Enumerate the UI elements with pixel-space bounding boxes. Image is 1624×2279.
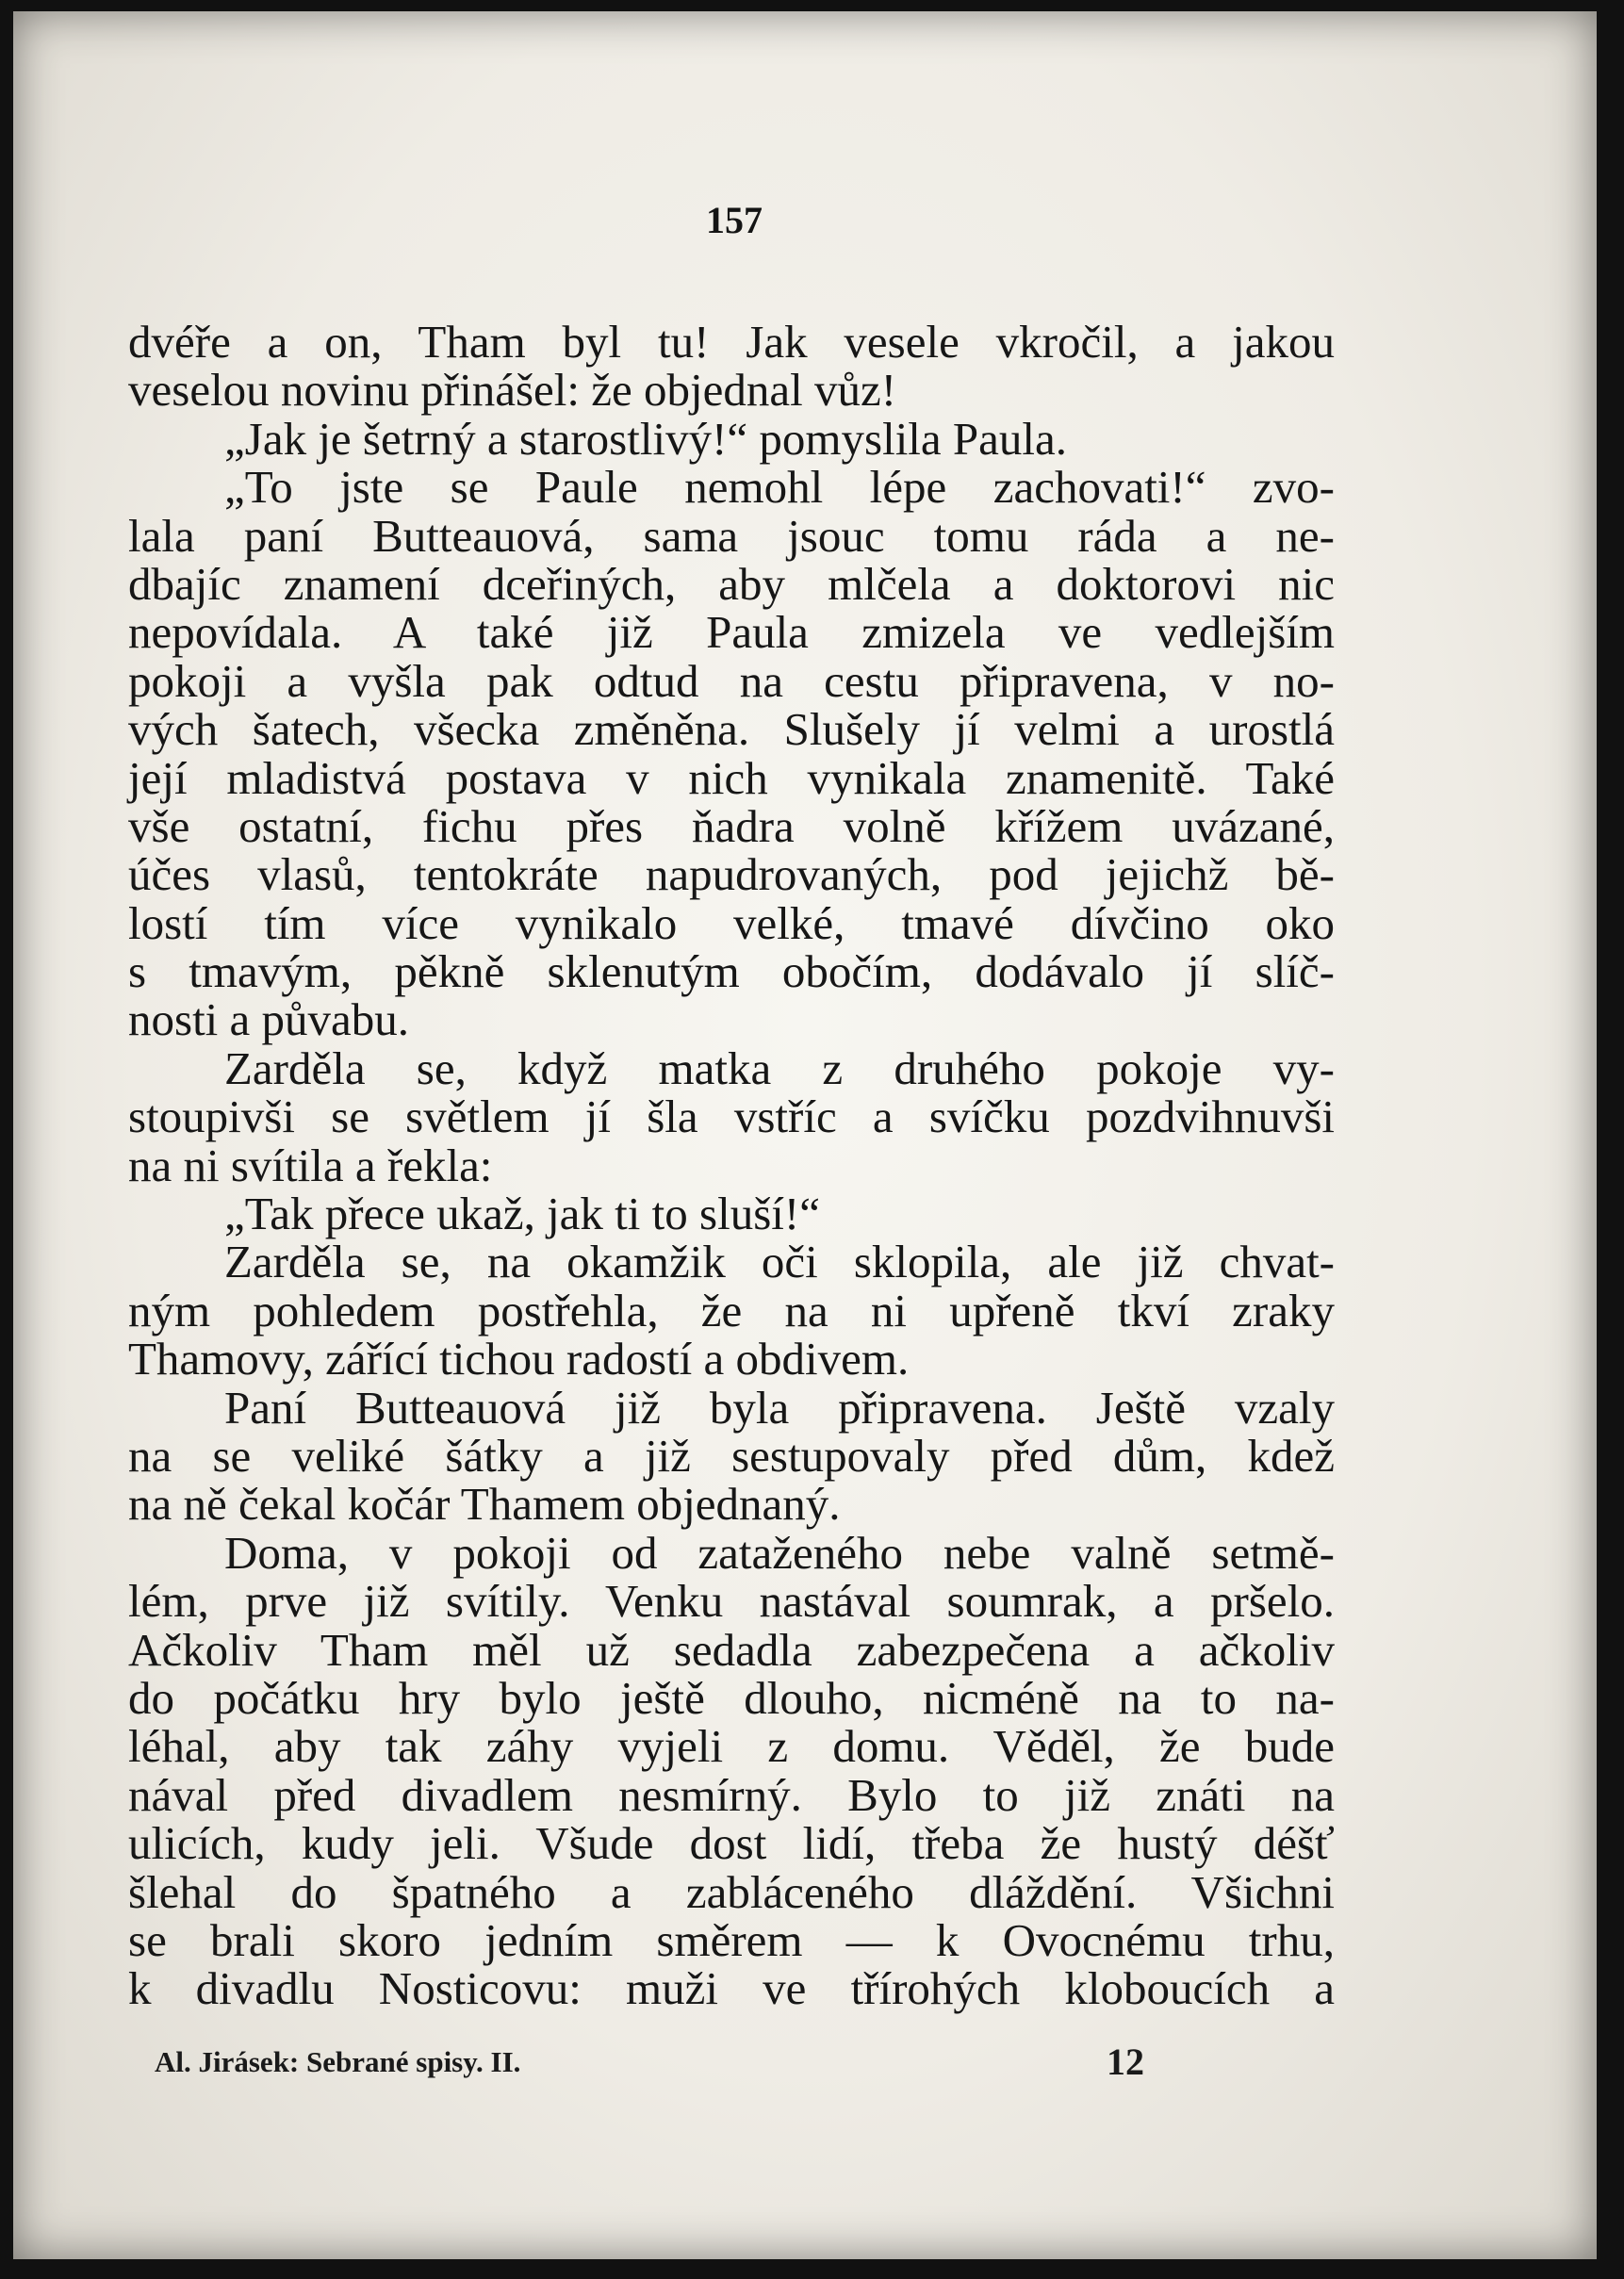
body-text: [128, 318, 1335, 2013]
text-line: do počátku hry bylo ještě dlouho, nicméně na to na-: [128, 1671, 1335, 1724]
text-line: lostí tím více vynikalo velké, tmavé dívčino oko: [128, 896, 1335, 949]
text-line: Doma, v pokoji od zataženého nebe valně setmě-: [224, 1526, 1335, 1579]
text-line: „Tak přece ukaž, jak ti to sluší!“: [224, 1188, 820, 1240]
text-line: veselou novinu přinášel: že objednal vůz!: [128, 364, 897, 417]
book-signature: Al. Jirásek: Sebrané spisy. II.: [155, 2045, 521, 2078]
text-line: nosti a půvabu.: [128, 993, 410, 1046]
text-line: na ni svítila a řekla:: [128, 1139, 493, 1191]
text-line: pokoji a vyšla pak odtud na cestu připravena, v no-: [128, 654, 1335, 707]
text-line: „Jak je šetrný a starostlivý!“ pomyslila Paula.: [224, 412, 1068, 465]
text-line: Ačkoliv Tham měl už sedadla zabezpečena a ačkoliv: [128, 1623, 1335, 1676]
text-line: nával před divadlem nesmírný. Bylo to již znáti na: [128, 1768, 1335, 1821]
text-line: „To jste se Paule nemohl lépe zachovati!“ zvo-: [224, 461, 1335, 514]
text-line: stoupivši se světlem jí šla vstříc a svíčku pozdvihnuvši: [128, 1090, 1335, 1143]
text-line: Zarděla se, na okamžik oči sklopila, ale již chvat-: [224, 1236, 1335, 1288]
text-line: s tmavým, pěkně sklenutým obočím, dodávalo jí slíč-: [128, 945, 1335, 998]
text-line: vých šatech, všecka změněna. Slušely jí velmi a urostlá: [128, 703, 1335, 756]
text-line: lém, prve již svítily. Venku nastával soumrak, a pršelo.: [128, 1575, 1335, 1628]
text-line: na se veliké šátky a již sestupovaly před dům, kdež: [128, 1429, 1335, 1482]
text-line: dvéře a on, Tham byl tu! Jak vesele vkročil, a jakou: [128, 316, 1335, 368]
page-number: 157: [706, 199, 763, 241]
book-page: [13, 11, 1597, 2259]
text-line: vše ostatní, fichu přes ňadra volně křížem uvázané,: [128, 799, 1335, 852]
text-line: šlehal do špatného a zabláceného dláždění. Všichni: [128, 1865, 1335, 1918]
text-line: Zarděla se, když matka z druhého pokoje vy-: [224, 1041, 1335, 1094]
text-line: Thamovy, zářící tichou radostí a obdivem.: [128, 1333, 910, 1385]
text-line: lala paní Butteauová, sama jsouc tomu ráda a ne-: [128, 509, 1335, 562]
text-line: léhal, aby tak záhy vyjeli z domu. Věděl, že bude: [128, 1720, 1335, 1773]
text-line: dbajíc znamení dceřiných, aby mlčela a doktorovi nic: [128, 557, 1335, 610]
text-line: nepovídala. A také již Paula zmizela ve vedlejším: [128, 606, 1335, 659]
text-line: na ně čekal kočár Thamem objednaný.: [128, 1478, 841, 1531]
text-line: se brali skoro jedním směrem — k Ovocnému trhu,: [128, 1913, 1335, 1966]
text-line: ným pohledem postřehla, že na ni upřeně tkví zraky: [128, 1284, 1335, 1336]
text-line: Paní Butteauová již byla připravena. Ještě vzaly: [224, 1381, 1335, 1434]
sheet-number: 12: [1107, 2041, 1144, 2083]
text-line: účes vlasů, tentokráte napudrovaných, pod jejichž bě-: [128, 848, 1335, 901]
text-line: k divadlu Nosticovu: muži ve třírohých kloboucích a: [128, 1962, 1335, 2015]
text-line: její mladistvá postava v nich vynikala znamenitě. Také: [128, 751, 1335, 804]
text-line: ulicích, kudy jeli. Všude dost lidí, třeba že hustý déšť: [128, 1817, 1335, 1870]
